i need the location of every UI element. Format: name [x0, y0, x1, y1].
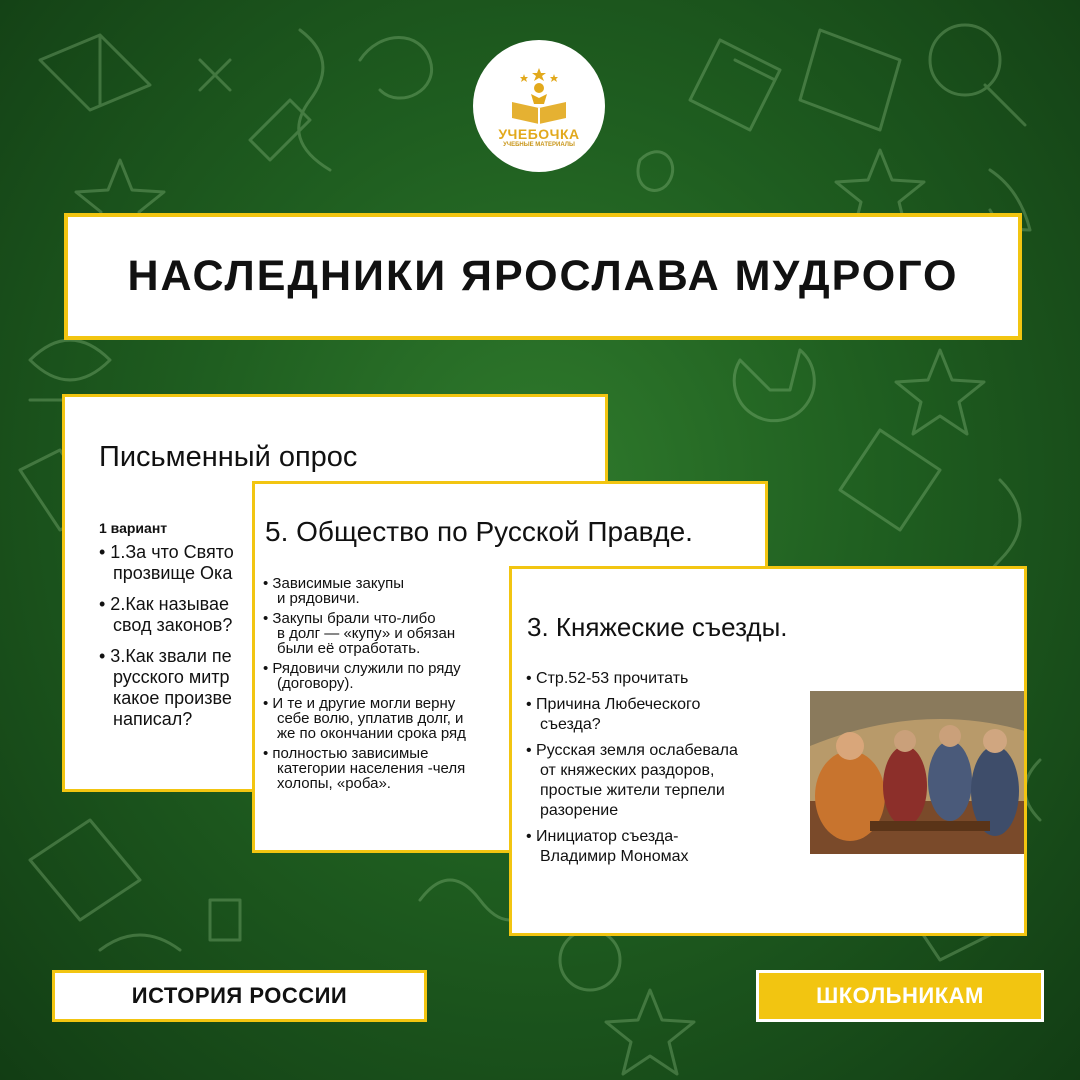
slide-heading: 3. Княжеские съезды. [527, 612, 788, 642]
list-item: • Рядовичи служили по ряду (договору). [263, 660, 461, 692]
list-item: • 2.Как называе свод законов? [99, 594, 233, 635]
logo-subtitle: УЧЕБНЫЕ МАТЕРИАЛЫ [503, 142, 575, 148]
slide-heading: Письменный опрос [99, 441, 358, 473]
subject-tag: ИСТОРИЯ РОССИИ [52, 970, 427, 1022]
list-item: • полностью зависимые категории населения -челя холопы, «роба». [263, 745, 466, 792]
list-item: • 1.За что Свято прозвище Ока [99, 542, 234, 583]
slide-list [526, 669, 798, 873]
list-item: • Русская земля ослабевала от княжеских раздоров, простые жители терпели разорение [526, 742, 738, 819]
slide-heading: 5. Общество по Русской Правде. [265, 516, 693, 547]
logo-name: УЧЕБОЧКА [498, 126, 580, 142]
list-item: • Инициатор съезда- Владимир Мономах [526, 828, 689, 865]
list-item: • Закупы брали что-либо в долг — «купу» и обязан были её отработать. [263, 610, 456, 657]
list-item: • 3.Как звали пе русского митр какое произве написал? [99, 646, 232, 729]
list-item: • И те и другие могли верну себе волю, уплатив долг, и же по окончании срока ряд [263, 695, 466, 742]
variant-label: 1 вариант [99, 520, 168, 536]
brand-logo [473, 40, 605, 172]
title-banner [64, 213, 1022, 340]
list-item: • Зависимые закупы и рядовичи. [263, 575, 405, 607]
page-title: НАСЛЕДНИКИ ЯРОСЛАВА МУДРОГО [127, 252, 959, 300]
list-item: • Стр.52-53 прочитать [526, 670, 689, 687]
audience-tag: ШКОЛЬНИКАМ [756, 970, 1044, 1022]
congress-painting-image [810, 691, 1025, 854]
book-star-icon [504, 64, 574, 124]
list-item: • Причина Любеческого съезда? [526, 696, 701, 733]
slide-princely-congresses [509, 566, 1027, 936]
